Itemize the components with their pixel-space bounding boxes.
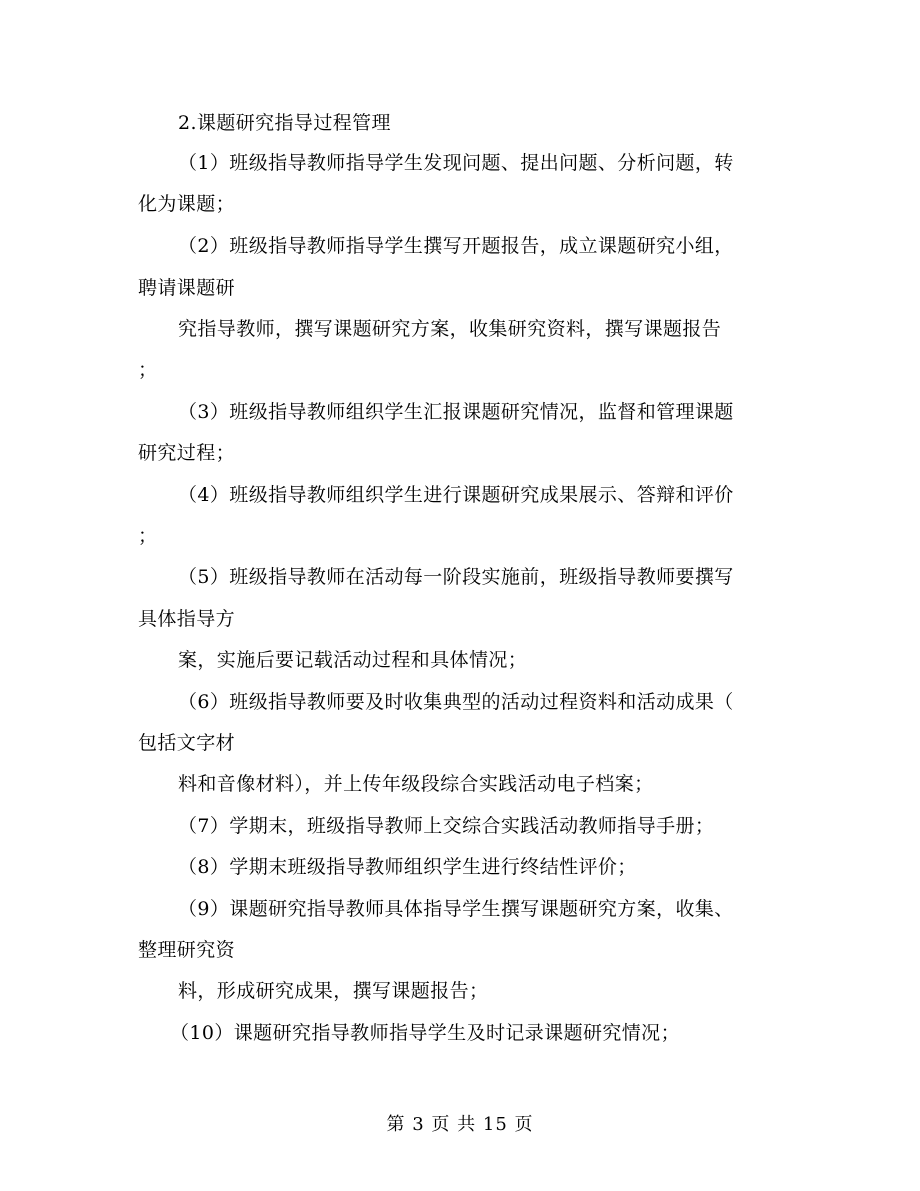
paragraph-line: 包括文字材: [138, 732, 236, 754]
current-page-number: 3: [412, 1114, 425, 1135]
paragraph-line: 料，形成研究成果，撰写课题报告；: [178, 980, 489, 1002]
paragraph-line: ；: [138, 359, 158, 381]
paragraph-line: 案，实施后要记载活动过程和具体情况；: [178, 649, 528, 671]
paragraph-line: （5）班级指导教师在活动每一阶段实施前，班级指导教师要撰写: [178, 566, 734, 588]
paragraph-line: （1）班级指导教师指导学生发现问题、提出问题、分析问题，转: [178, 152, 734, 174]
paragraph-line: 聘请课题研: [138, 277, 236, 299]
footer-middle: 页 共: [431, 1114, 477, 1135]
paragraph-line: （2）班级指导教师指导学生撰写开题报告，成立课题研究小组，: [178, 235, 734, 257]
paragraph-line: ；: [138, 525, 158, 547]
paragraph-line: （6）班级指导教师要及时收集典型的活动过程资料和活动成果（: [178, 691, 734, 713]
total-pages-number: 15: [482, 1114, 508, 1135]
paragraph-line: 化为课题；: [138, 193, 236, 215]
footer-suffix: 页: [514, 1114, 534, 1135]
paragraph-line: 整理研究资: [138, 939, 236, 961]
section-heading: 2.课题研究指导过程管理: [178, 112, 391, 134]
paragraph-line: 具体指导方: [138, 608, 236, 630]
paragraph-line: （9）课题研究指导教师具体指导学生撰写课题研究方案，收集、: [178, 898, 734, 920]
paragraph-line: （7）学期末，班级指导教师上交综合实践活动教师指导手册；: [178, 815, 715, 837]
paragraph-line: 究指导教师，撰写课题研究方案，收集研究资料，撰写课题报告: [178, 318, 722, 340]
paragraph-line: （8）学期末班级指导教师组织学生进行终结性评价；: [178, 856, 637, 878]
page-footer: [0, 1111, 920, 1139]
paragraph-line: 料和音像材料），并上传年级段综合实践活动电子档案；: [178, 773, 654, 795]
paragraph-line: 研究过程；: [138, 442, 236, 464]
paragraph-line: （4）班级指导教师组织学生进行课题研究成果展示、答辩和评价: [178, 484, 734, 506]
footer-prefix: 第: [386, 1114, 406, 1135]
paragraph-line: （3）班级指导教师组织学生汇报课题研究情况，监督和管理课题: [178, 401, 734, 423]
paragraph-line: （10）课题研究指导教师指导学生及时记录课题研究情况；: [170, 1022, 680, 1044]
